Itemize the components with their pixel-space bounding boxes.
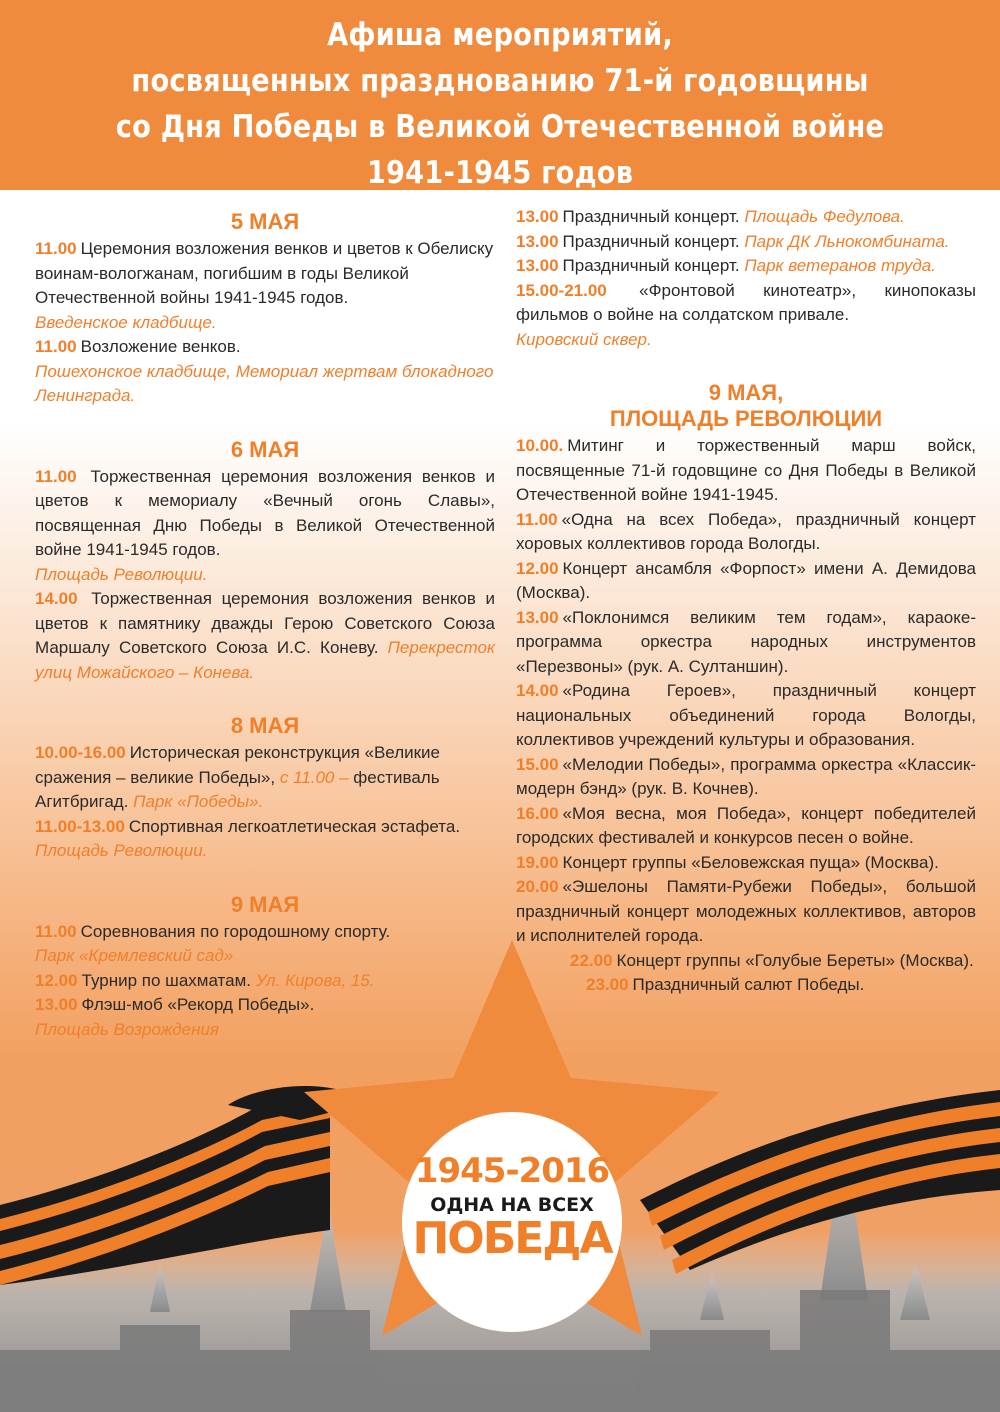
event-text: «Мелодии Победы», программа оркестра «Классик-модерн бэнд» (рук. В. Кочнев).: [516, 754, 976, 798]
event-text: «Фронтовой кинотеатр», кинопоказы фильмов о войне на солдатском привале.: [516, 280, 976, 324]
event-time: 11.00: [516, 509, 558, 529]
event-item: [35, 741, 495, 815]
event-time: 23.00: [586, 975, 629, 994]
event-text: Торжественная церемония возложения венков и цветов к памятнику дважды Герою Советского Союза Маршалу Советского Союза И.С. Коневу.: [35, 589, 495, 657]
event-location: Парк «Кремлевский сад»: [35, 946, 234, 965]
event-time: 10.00-16.00: [35, 743, 126, 762]
event-location: Площадь Федулова.: [744, 207, 905, 226]
event-time: 22.00: [570, 950, 613, 970]
event-time: 11.00-13.00: [35, 816, 125, 836]
event-text: Праздничный концерт.: [562, 207, 740, 226]
event-item: [516, 606, 976, 680]
event-text: Возложение венков.: [80, 337, 241, 356]
event-location: Площадь Возрождения: [35, 1019, 220, 1039]
event-text: Концерт ансамбля «Форпост» имени А. Демидова (Москва).: [516, 558, 976, 602]
event-text: Флэш-моб «Рекорд Победы».: [81, 995, 315, 1014]
header-title-line-3: со Дня Победы в Великой Отечественной войне: [115, 109, 885, 145]
header-title-line-2: посвященных празднованию 71-й годовщины: [131, 63, 869, 99]
event-item: [516, 508, 976, 557]
event-item: [516, 205, 976, 230]
event-item: [516, 230, 976, 255]
event-text: Соревнования по городошному спорту.: [80, 921, 391, 941]
event-location: Перекресток улиц Можайского – Конева.: [35, 638, 495, 682]
event-item: [516, 802, 976, 851]
event-text: «Эшелоны Памяти-Рубежи Победы», большой праздничный концерт молодежных коллективов, авторов и исполнителей города.: [516, 877, 976, 945]
event-time: 19.00: [516, 852, 559, 872]
event-time: 20.00: [516, 877, 559, 896]
event-item: [35, 815, 495, 864]
emblem-line-one: ОДНА НА ВСЕХ: [430, 1194, 594, 1216]
event-text: Церемония возложения венков и цветов к Обелиску воинам-вологжанам, погибшим в годы Великой Отечественной войны 1941-1945 годов.: [35, 239, 494, 307]
event-location: Ул. Кирова, 15.: [255, 970, 375, 990]
event-text: Митинг и торжественный марш войск, посвященные 71-й годовщине со Дня Победы в Великой Отечественной войне 1941-1945.: [516, 436, 976, 504]
event-time: 13.00: [516, 607, 559, 627]
event-time: 13.00: [516, 231, 559, 251]
event-item: [516, 557, 976, 606]
event-location: Площадь Революции.: [35, 564, 208, 584]
event-text: Праздничный концерт.: [562, 256, 740, 275]
event-item: [35, 237, 495, 335]
event-item: [516, 753, 976, 802]
emblem-years: 1945-2016: [414, 1151, 610, 1191]
event-location: Пошехонское кладбище, Мемориал жертвам блокадного Ленинграда.: [35, 361, 494, 405]
event-time: 12.00: [35, 970, 78, 990]
event-text: «Моя весна, моя Победа», концерт победителей городских фестивалей и конкурсов песен о войне.: [516, 803, 976, 847]
day-heading-may-6: 6 МАЯ: [230, 436, 300, 462]
event-item: [516, 434, 976, 508]
day-heading-may-5: 5 МАЯ: [230, 209, 300, 234]
event-text: «Родина Героев», праздничный концерт национальных объединений города Вологды, коллективов учреждений культуры и образования.: [516, 681, 976, 749]
event-item: [516, 875, 976, 949]
event-time: 10.00.: [516, 436, 564, 455]
day-heading-may-8: 8 МАЯ: [230, 713, 300, 738]
event-text: Концерт группы «Голубые Береты» (Москва).: [616, 950, 974, 970]
event-text: Турнир по шахматам.: [81, 970, 252, 990]
event-time: 11.00: [35, 337, 77, 356]
event-item: [35, 335, 495, 409]
event-time: 15.00: [516, 754, 559, 774]
emblem-line-victory: ПОБЕДА: [412, 1213, 612, 1264]
event-text: Праздничный концерт.: [562, 231, 740, 251]
day-heading-may-9: 9 МАЯ: [230, 891, 300, 917]
right-column: [516, 205, 976, 998]
event-item: [35, 587, 495, 685]
event-time: 12.00: [516, 558, 559, 578]
event-text: Торжественная церемония возложения венков и цветов к мемориалу «Вечный огонь Славы», посвященная Дню Победы в Великой Отечественной войне 1941-1945 годов.: [35, 466, 495, 559]
event-time: 14.00: [516, 681, 559, 700]
event-time: 11.00: [35, 239, 77, 258]
event-time: 13.00: [35, 995, 78, 1014]
event-text: «Одна на всех Победа», праздничный концерт хоровых коллективов города Вологды.: [516, 509, 976, 553]
event-time: 11.00: [35, 921, 77, 941]
event-time: 14.00: [35, 589, 78, 608]
day-heading-may-9-square: 9 МАЯ,: [708, 380, 784, 405]
event-text: «Поклонимся великим тем годам», караоке-программа оркестра народных инструментов «Перезвоны» (рук. А. Султаншин).: [516, 607, 976, 676]
event-time: 11.00: [35, 466, 77, 486]
event-time: 13.00: [516, 256, 559, 275]
event-time: 15.00-21.00: [516, 280, 607, 300]
event-item: [35, 993, 495, 1042]
event-extra-time: с 11.00 –: [279, 767, 349, 787]
event-item: [516, 851, 976, 876]
event-item: [516, 254, 976, 279]
event-item: [35, 465, 495, 588]
event-text: Спортивная легкоатлетическая эстафета.: [128, 816, 461, 836]
event-location: Парк ДК Льнокомбината.: [744, 231, 950, 251]
event-text: Концерт группы «Беловежская пуща» (Москва).: [562, 852, 939, 872]
event-location: Площадь Революции.: [35, 841, 208, 860]
event-item: [516, 279, 976, 353]
header-title-line-4: 1941-1945 годов: [366, 155, 634, 191]
day-heading-square-name: ПЛОЩАДЬ РЕВОЛЮЦИИ: [609, 406, 883, 431]
event-time: 16.00: [516, 803, 559, 823]
event-location: Введенское кладбище.: [35, 312, 217, 332]
event-text: Историческая реконструкция «Великие сражения – великие Победы»,: [35, 743, 440, 787]
event-location: Парк ветеранов труда.: [744, 256, 936, 275]
event-text-continued: фестиваль Агитбригад.: [35, 767, 440, 811]
event-location: Парк «Победы».: [133, 792, 264, 811]
left-column: [35, 205, 495, 1042]
event-item: [35, 920, 495, 969]
event-item: [35, 969, 495, 994]
event-text: Праздничный салют Победы.: [632, 975, 865, 994]
event-item: [516, 973, 976, 998]
event-location: Кировский сквер.: [516, 329, 652, 349]
event-time: 13.00: [516, 207, 559, 226]
poster-header: [0, 0, 1000, 190]
event-item: [516, 949, 976, 974]
victory-emblem: [402, 1112, 622, 1332]
header-title-line-1: Афиша мероприятий,: [327, 17, 673, 53]
event-item: [516, 679, 976, 753]
